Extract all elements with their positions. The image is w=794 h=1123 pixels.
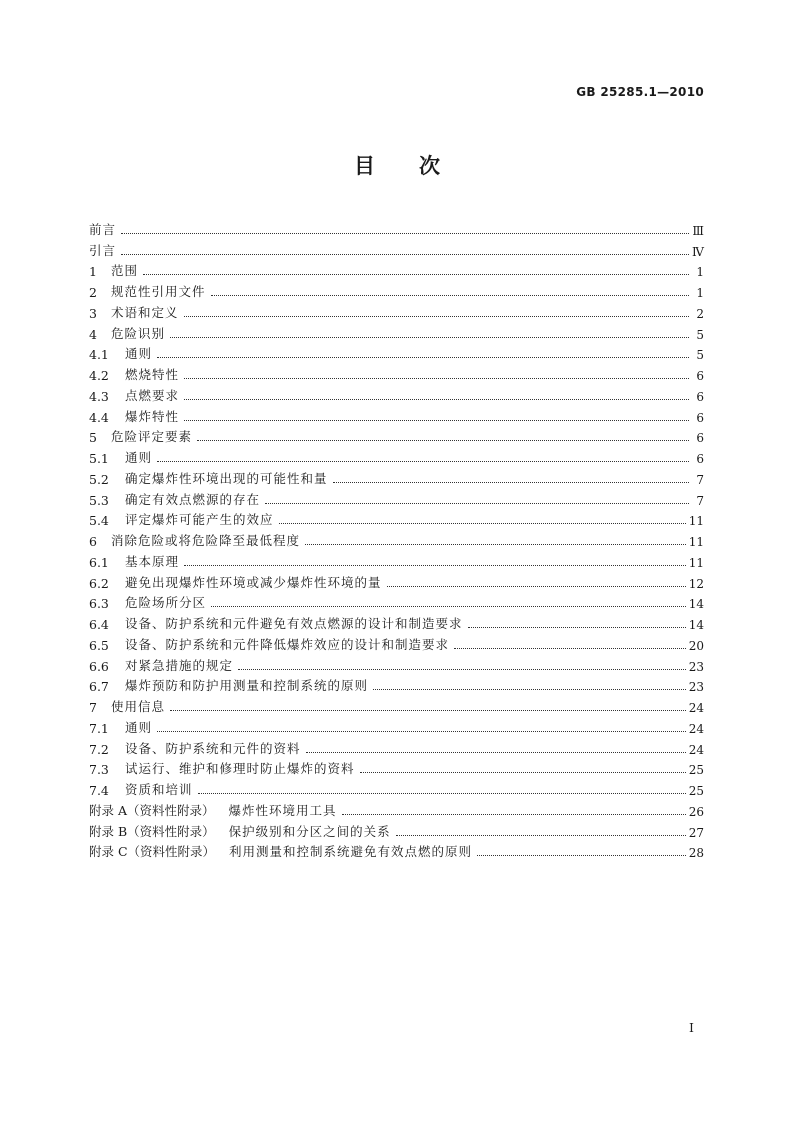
toc-entry-page: 2 [696, 306, 704, 321]
toc-entry[interactable] [89, 383, 704, 404]
toc-entry-label: 危险评定要素 [111, 429, 193, 445]
toc-entry-number: 6.1 [89, 554, 109, 570]
toc-entry-label: 爆炸性环境用工具 [228, 802, 337, 818]
toc-entry[interactable] [89, 674, 704, 695]
toc-entry[interactable] [89, 611, 704, 632]
toc-entry-label: 消除危险或将危险降至最低程度 [111, 533, 301, 548]
toc-entry[interactable] [89, 528, 704, 549]
toc-entry-page: 23 [688, 680, 704, 695]
toc-entry-number: 5.1 [89, 451, 109, 466]
toc-entry-number: 7.2 [89, 741, 109, 757]
toc-entry-label: 通则 [125, 450, 153, 465]
toc-entry-page: 6 [696, 431, 704, 446]
toc-entry[interactable] [89, 217, 704, 238]
dot-leader [387, 585, 686, 587]
toc-entry-page: 7 [696, 493, 704, 508]
toc-entry[interactable] [89, 653, 704, 674]
dot-leader [360, 771, 686, 773]
toc-entry-page: 14 [688, 618, 704, 632]
page-title: 目次 [354, 154, 484, 178]
toc-entry-label: 燃烧特性 [125, 367, 180, 382]
toc-entry-page: 14 [688, 597, 704, 612]
toc-entry-page: 6 [696, 369, 704, 383]
toc-entry-page: 5 [696, 348, 704, 363]
toc-entry-page: 11 [688, 535, 704, 549]
toc-entry[interactable] [89, 798, 704, 819]
toc-entry-label: 爆炸预防和防护用测量和控制系统的原则 [125, 678, 369, 694]
toc-entry-label: 点燃要求 [125, 387, 180, 403]
toc-entry-number: 附录 B（资料性附录） [89, 823, 215, 839]
toc-entry-number: 6.7 [89, 679, 109, 695]
toc-entry[interactable] [89, 238, 704, 259]
dot-leader [468, 626, 686, 628]
toc-entry-label: 术语和定义 [111, 304, 179, 320]
dot-leader [143, 273, 689, 275]
toc-entry[interactable] [89, 487, 704, 508]
dot-leader [342, 813, 686, 815]
toc-entry[interactable] [89, 736, 704, 757]
toc-entry[interactable] [89, 694, 704, 715]
dot-leader [157, 460, 689, 462]
toc-entry-number: 6.6 [89, 658, 109, 674]
toc-entry[interactable] [89, 342, 704, 363]
dot-leader [265, 502, 689, 504]
toc-entry-label: 基本原理 [125, 553, 180, 569]
toc-entry-label: 范围 [111, 263, 139, 279]
toc-entry[interactable] [89, 362, 704, 383]
toc-entry-page: 1 [696, 265, 704, 280]
toc-entry-page: 26 [688, 804, 704, 819]
toc-entry-page: 5 [696, 327, 704, 342]
toc-entry-number: 4.1 [89, 347, 109, 363]
dot-leader [211, 294, 689, 296]
toc-entry-page: 24 [688, 742, 704, 757]
toc-entry-number: 7.4 [89, 783, 109, 798]
dot-leader [396, 834, 686, 836]
dot-leader [373, 688, 686, 690]
toc-entry[interactable] [89, 445, 704, 466]
toc-entry-page: 6 [696, 389, 704, 404]
dot-leader [477, 854, 686, 856]
toc-entry[interactable] [89, 549, 704, 570]
toc-entry-page: Ⅳ [692, 244, 704, 259]
toc-entry[interactable] [89, 715, 704, 736]
toc-entry-page: 11 [688, 514, 704, 529]
dot-leader [184, 419, 689, 421]
toc-entry[interactable] [89, 508, 704, 529]
dot-leader [454, 647, 686, 649]
toc-entry-number: 6.4 [89, 617, 109, 632]
toc-entry-label: 爆炸特性 [125, 408, 180, 424]
toc-entry-number: 3 [89, 305, 97, 321]
toc-entry-number: 附录 A（资料性附录） [89, 802, 215, 818]
toc-entry[interactable] [89, 840, 704, 861]
dot-leader [157, 356, 689, 358]
toc-entry-label: 确定有效点燃源的存在 [125, 491, 261, 507]
toc-entry-number: 6.5 [89, 637, 109, 653]
toc-entry-number: 附录 C（资料性附录） [89, 844, 216, 860]
dot-leader [157, 730, 686, 732]
standard-code: GB 25285.1—2010 [576, 85, 704, 99]
toc-entry-label: 设备、防护系统和元件的资料 [125, 740, 301, 756]
toc-entry-page: 7 [696, 472, 704, 487]
toc-entry-label: 设备、防护系统和元件避免有效点燃源的设计和制造要求 [125, 616, 463, 631]
toc-entry-page: 20 [688, 638, 704, 653]
toc-entry-page: 1 [696, 286, 704, 300]
toc-entry[interactable] [89, 757, 704, 778]
toc-entry-label: 前言 [89, 221, 117, 237]
toc-entry-page: 25 [688, 784, 704, 798]
toc-entry-page: 27 [688, 825, 704, 840]
toc-entry-page: 24 [688, 701, 704, 715]
toc-entry-number: 7 [89, 700, 97, 715]
toc-entry-label: 使用信息 [111, 699, 166, 714]
toc-entry-label: 试运行、维护和修理时防止爆炸的资料 [125, 761, 355, 777]
dot-leader [184, 315, 689, 317]
dot-leader [238, 668, 686, 670]
toc-entry-label: 评定爆炸可能产生的效应 [125, 512, 274, 528]
toc-entry-number: 4.2 [89, 368, 109, 383]
toc-entry[interactable] [89, 279, 704, 300]
toc-entry-label: 通则 [125, 719, 153, 735]
toc-entry-number: 5.2 [89, 471, 109, 487]
toc-entry-label: 通则 [125, 346, 153, 362]
toc-entry[interactable] [89, 321, 704, 342]
toc-entry-number: 1 [89, 264, 97, 280]
dot-leader [121, 253, 689, 255]
toc-entry-page: 24 [688, 721, 704, 736]
dot-leader [170, 709, 686, 711]
toc-entry-label: 利用测量和控制系统避免有效点燃的原则 [229, 844, 473, 860]
toc-entry-label: 危险识别 [111, 325, 166, 341]
toc-entry-number: 6 [89, 534, 97, 549]
toc-entry[interactable] [89, 591, 704, 612]
dot-leader [211, 605, 686, 607]
toc-entry-label: 危险场所分区 [125, 595, 207, 611]
toc-entry-label: 对紧急措施的规定 [125, 657, 234, 673]
toc-entry-page: 23 [688, 659, 704, 674]
toc-entry-label: 设备、防护系统和元件降低爆炸效应的设计和制造要求 [125, 636, 450, 652]
toc-entry-label: 规范性引用文件 [111, 284, 206, 299]
dot-leader [279, 522, 686, 524]
toc-entry-number: 5.4 [89, 513, 109, 529]
toc-entry-number: 4 [89, 326, 97, 342]
dot-leader [184, 398, 689, 400]
toc-entry-page: 6 [696, 452, 704, 466]
toc-entry[interactable] [89, 570, 704, 591]
toc-entry[interactable] [89, 404, 704, 425]
toc-entry[interactable] [89, 466, 704, 487]
toc-entry-number: 5.3 [89, 492, 109, 508]
toc-entry-page: Ⅲ [692, 223, 704, 238]
toc-entry[interactable] [89, 300, 704, 321]
toc-entry-label: 引言 [89, 242, 117, 258]
toc-entry-number: 5 [89, 430, 97, 446]
toc-entry-label: 避免出现爆炸性环境或减少爆炸性环境的量 [125, 574, 382, 590]
toc-entry-number: 6.3 [89, 596, 109, 612]
toc-entry-number: 4.3 [89, 388, 109, 404]
dot-leader [306, 751, 686, 753]
toc-entry[interactable] [89, 425, 704, 446]
toc-entry[interactable] [89, 632, 704, 653]
toc-entry-page: 28 [688, 846, 704, 861]
toc-entry-page: 6 [696, 410, 704, 425]
toc-entry-page: 25 [688, 763, 704, 778]
toc-entry-number: 7.1 [89, 720, 109, 736]
toc-entry-label: 保护级别和分区之间的关系 [228, 823, 391, 839]
toc-entry[interactable] [89, 819, 704, 840]
page-number: I [689, 1020, 694, 1035]
toc-entry-number: 6.2 [89, 575, 109, 591]
toc-entry[interactable] [89, 259, 704, 280]
toc-entry-number: 7.3 [89, 762, 109, 778]
toc-entry[interactable] [89, 777, 704, 798]
dot-leader [170, 336, 689, 338]
dot-leader [198, 792, 686, 794]
toc-entry-label: 确定爆炸性环境出现的可能性和量 [125, 470, 328, 486]
dot-leader [184, 377, 689, 379]
toc-entry-number: 2 [89, 285, 97, 300]
dot-leader [305, 543, 686, 545]
table-of-contents [89, 217, 704, 860]
dot-leader [333, 481, 689, 483]
toc-entry-page: 11 [688, 555, 704, 570]
dot-leader [184, 564, 686, 566]
dot-leader [121, 232, 689, 234]
dot-leader [197, 439, 689, 441]
toc-entry-number: 4.4 [89, 409, 109, 425]
toc-entry-page: 12 [688, 576, 704, 591]
toc-entry-label: 资质和培训 [125, 782, 193, 797]
